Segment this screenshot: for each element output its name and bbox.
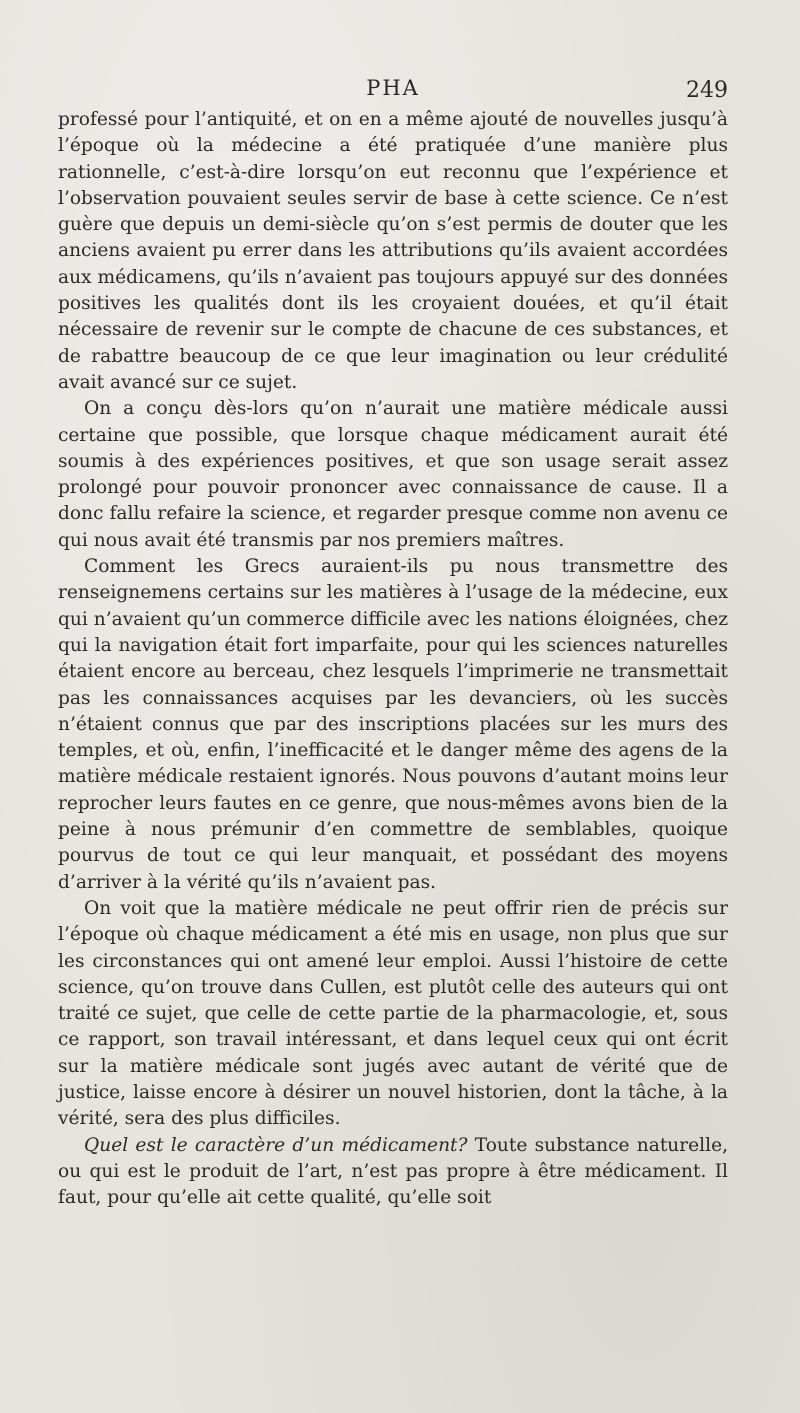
- page-header: [58, 76, 728, 106]
- paragraph-5-question: Quel est le caractère d’un médicament?: [84, 1134, 468, 1156]
- body-text: [58, 107, 728, 1211]
- paragraph-3: Comment les Grecs auraient-ils pu nous transmettre des renseignemens certains sur les matières à l’usage de la médecine, eux qui n’avaient qu’un commerce difficile avec les nations éloignées, chez qui la navigation était fort imparfaite, pour qui les sciences naturelles étaient encore au berceau, chez lesquels l’imprimerie ne transmettait pas les connaissances acquises par les devanciers, où les succès n’étaient connus que par des inscriptions placées sur les murs des temples, et où, enfin, l’inefficacité et le danger même des agens de la matière médicale restaient ignorés. Nous pouvons d’autant moins leur reprocher leurs fautes en ce genre, que nous-mêmes avons bien de la peine à nous prémunir d’en commettre de semblables, quoique pourvus de tout ce qui leur manquait, et possédant des moyens d’arriver à la vérité qu’ils n’avaient pas.: [58, 556, 728, 893]
- page-number: 249: [686, 78, 728, 103]
- paragraph-5-text: Toute substance naturelle, ou qui est le produit de l’art, n’est pas propre à être médicament. Il faut, pour qu’elle ait cette qualité, qu’elle soit: [58, 1134, 728, 1209]
- paragraph-4: On voit que la matière médicale ne peut offrir rien de précis sur l’époque où chaque médicament a été mis en usage, non plus que sur les circonstances qui ont amené leur emploi. Aussi l’histoire de cette science, qu’on trouve dans Cullen, est plutôt celle des auteurs qui ont traité ce sujet, que celle de cette partie de la pharmacologie, et, sous ce rapport, son travail intéressant, et dans lequel ceux qui ont écrit sur la matière médicale sont jugés avec autant de vérité que de justice, laisse encore à désirer un nouvel historien, dont la tâche, à la vérité, sera des plus difficiles.: [58, 897, 728, 1130]
- paragraph-5: [58, 1133, 728, 1212]
- running-head: PHA: [366, 76, 420, 100]
- paragraph-1: professé pour l’antiquité, et on en a même ajouté de nouvelles jusqu’à l’époque où la médecine a été pratiquée d’une manière plus rationnelle, c’est-à-dire lorsqu’on eut reconnu que l’expérience et l’observation pouvaient seules servir de base à cette science. Ce n’est guère que depuis un demi-siècle qu’on s’est permis de douter que les anciens avaient pu errer dans les attributions qu’ils avaient accordées aux médicamens, qu’ils n’avaient pas toujours appuyé sur des données positives les qualités dont ils les croyaient douées, et qu’il était nécessaire de revenir sur le compte de chacune de ces substances, et de rabattre beaucoup de ce que leur imagination ou leur crédulité avait avancé sur ce sujet.: [58, 109, 728, 393]
- paragraph-2: On a conçu dès-lors qu’on n’aurait une matière médicale aussi certaine que possible, que lorsque chaque médicament aurait été soumis à des expériences positives, et que son usage serait assez prolongé pour pouvoir prononcer avec connaissance de cause. Il a donc fallu refaire la science, et regarder presque comme non avenu ce qui nous avait été transmis par nos premiers maîtres.: [58, 398, 728, 551]
